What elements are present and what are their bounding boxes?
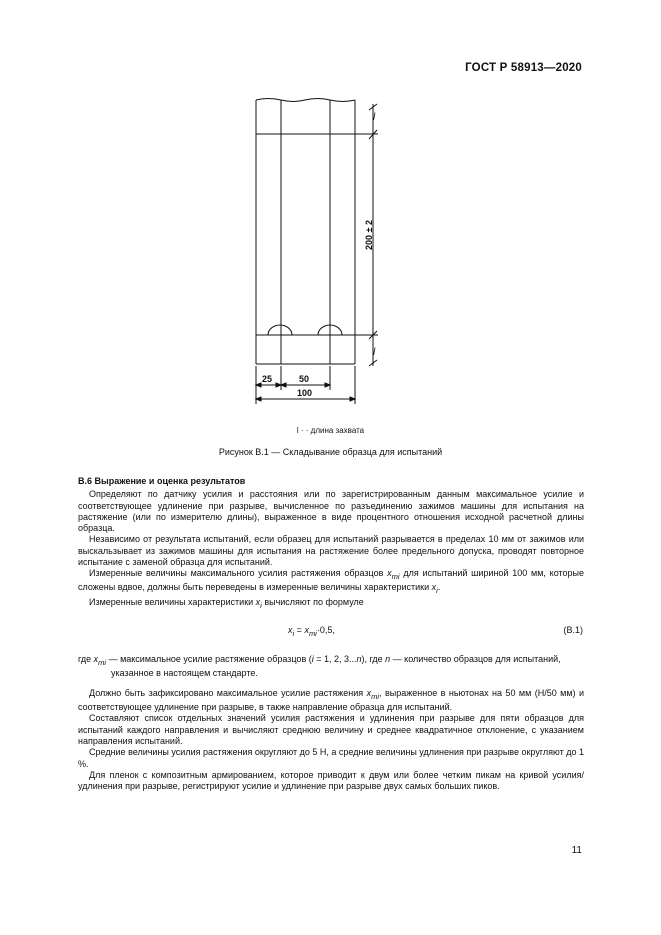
dim-label-50: 50 <box>299 374 310 384</box>
paragraph-2: Независимо от результата испытаний, если образец для испытаний разрывается в пределах 10 мм от зажимов или выскальзывает из зажимов машины для испытания на растяжение более предельного допуска, проводят повторное испытание с заменой образца для испытаний. <box>78 534 584 568</box>
section-title: В.6 Выражение и оценка результатов <box>78 476 246 486</box>
fold-arc-left <box>268 325 292 335</box>
section-body <box>78 476 584 611</box>
break-line-top <box>256 99 355 102</box>
grip-label-bottom: l <box>373 347 376 358</box>
paragraph-5: Должно быть зафиксировано максимальное усилие растяжения $x_{mi}$, выраженное в ньютонах на 50 мм (Н/50 мм) и соответствующее удлинение при разрыве, в также направление образца для испытаний. <box>78 688 584 713</box>
formula-number: (В.1) <box>563 625 583 635</box>
formula-explanation: где $x_{mi}$ — максимальное усилие растяжение образцов (i = 1, 2, 3...n), где n — количество образцов для испытаний, указанное в настоящем стандарте. <box>78 654 561 679</box>
length-label: 200 ± 2 <box>364 220 374 250</box>
paragraph-1: Определяют по датчику усилия и расстояния или по зарегистрированным данным максимальное усилие и соответствующее удлинение при разрыве, вычисленное по разъединению зажимов машины для испытания на растяжение (или по измерителю длины), выраженное в виде процентного отношения исходной расчетной длины образца. <box>78 489 584 534</box>
specimen-folding-figure <box>0 0 661 420</box>
dim-label-25: 25 <box>262 374 273 384</box>
section-body-continued <box>78 688 584 792</box>
formula-expression: $x_i = x_{mi}\cdot 0,5$, <box>288 625 335 638</box>
grip-label-top: l <box>373 112 376 123</box>
dim-label-100: 100 <box>297 388 313 398</box>
standard-header: ГОСТ Р 58913—2020 <box>465 62 582 74</box>
paragraph-7: Средние величины усилия растяжения округляют до 5 Н, а средние величины удлинения при разрыве округляют до 1 %. <box>78 747 584 769</box>
paragraph-6: Составляют список отдельных значений усилия растяжения и удлинения при разрыве для пяти образцов для испытаний каждого направления и вычисляют среднюю величину и среднее квадратичное отклонение, с указанием направления испытаний. <box>78 713 584 746</box>
paragraph-8: Для пленок с композитным армированием, которое приводит к двум или более четким пикам на кривой усилия/удлинения при разрыве, регистрируют усилие и удлинение при разрыве двух самых больших пиков. <box>78 769 584 792</box>
figure-legend: l · · длина захвата <box>296 426 365 435</box>
paragraph-3: Измеренные величины максимального усилия растяжения образцов $x_{mi}$ для испытаний шириной 100 мм, которые сложены вдвое, должны быть переведены в измеренные величины характеристики $x_i$. <box>78 568 585 596</box>
figure-caption: Рисунок В.1 — Складывание образца для испытаний <box>218 447 443 457</box>
page-number: 11 <box>571 845 582 856</box>
paragraph-4: Измеренные величины характеристики $x_i$ вычисляют по формуле <box>89 596 364 610</box>
